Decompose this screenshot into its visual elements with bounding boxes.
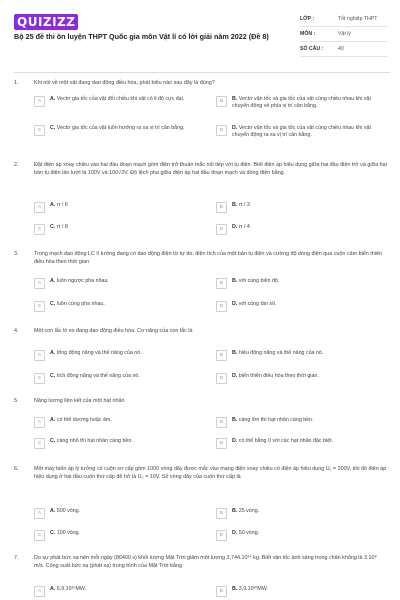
info-label: LỚP : — [300, 16, 315, 22]
option-key: B. — [232, 417, 238, 423]
option-c[interactable] — [34, 530, 206, 541]
option-key: A. — [50, 508, 56, 514]
option-text: Vectơ vận tốc và gia tốc của vật cùng chiều nhau khi vật chuyển động ra xa vị trí cân bằng. — [232, 125, 371, 139]
option-key: D. — [232, 530, 238, 536]
option-text: 100 vòng. — [56, 530, 81, 536]
option-letter: C — [34, 125, 45, 136]
option-d[interactable] — [216, 224, 388, 235]
option-letter: A — [34, 96, 45, 107]
option-b[interactable] — [216, 278, 388, 289]
option-key: C. — [50, 125, 56, 131]
info-row-subject — [300, 27, 388, 42]
option-d[interactable] — [216, 373, 388, 384]
question-number: 2. — [14, 162, 19, 168]
option-a[interactable] — [34, 278, 206, 289]
option-d[interactable] — [216, 125, 388, 139]
option-key: D. — [232, 438, 238, 444]
option-letter: C — [34, 438, 45, 449]
question-number: 5. — [14, 398, 19, 404]
option-c[interactable] — [34, 224, 206, 235]
option-letter: B — [216, 96, 227, 107]
option-key: A. — [50, 417, 56, 423]
document-title: Bộ 25 đề thi ôn luyện THPT Quốc gia môn Vật lí có lời giải năm 2022 (Đề 8) — [14, 32, 269, 41]
option-text: tích động năng và thế năng của nó. — [56, 373, 140, 379]
option-c[interactable] — [34, 373, 206, 384]
option-text: π / 4 — [238, 224, 250, 230]
info-value: Vật lý — [338, 31, 351, 37]
option-letter: D — [216, 301, 227, 312]
option-a[interactable] — [34, 586, 206, 597]
option-key: C. — [50, 438, 56, 444]
question-text: Đặt điện áp xoay chiều vào hai đầu đoạn mạch gồm điện trở thuần mắc nối tiếp với tụ điện. Biết điện áp hiệu dụng giữa hai đầu điện trở và giữa hai bản tụ điện lần lượt là 100V và 100√3V. Độ lệch pha giữa điện áp hai đầu đoạn mạch và dòng điện bằng — [34, 162, 387, 176]
option-text: 500 vòng. — [56, 508, 81, 514]
option-c[interactable] — [34, 301, 206, 312]
option-letter: A — [34, 586, 45, 597]
option-text: càng nhỏ thì hạt nhân càng bền. — [56, 438, 133, 444]
option-key: D. — [232, 373, 238, 379]
info-row-class — [300, 12, 388, 27]
option-text: 25 vòng. — [238, 508, 260, 514]
option-letter: A — [34, 202, 45, 213]
option-b[interactable] — [216, 96, 388, 110]
option-text: 50 vòng. — [238, 530, 260, 536]
option-a[interactable] — [34, 202, 206, 213]
option-letter: B — [216, 350, 227, 361]
option-letter: B — [216, 202, 227, 213]
option-text: tổng động năng và thế năng của nó. — [56, 350, 142, 356]
option-letter: C — [34, 301, 45, 312]
question-text: Trong mạch dao động LC lí tưởng đang có dao động điện từ tự do, điện tích của một bản tụ điện và cường độ dòng điện qua cuộn cảm biến thiên điều hòa theo thời gian — [34, 251, 382, 265]
option-key: D. — [232, 125, 238, 131]
option-letter: C — [34, 530, 45, 541]
option-key: A. — [50, 350, 56, 356]
option-letter: B — [216, 417, 227, 428]
info-row-count — [300, 42, 388, 57]
info-label: MÔN : — [300, 31, 316, 37]
option-key: C. — [50, 224, 56, 230]
option-letter: A — [34, 350, 45, 361]
option-text: π / 3 — [238, 202, 250, 208]
option-text: có thể dương hoặc âm. — [56, 417, 112, 423]
option-letter: A — [34, 508, 45, 519]
option-c[interactable] — [34, 438, 206, 449]
option-b[interactable] — [216, 350, 388, 361]
option-c[interactable] — [34, 125, 206, 136]
question-number: 4. — [14, 328, 19, 334]
option-letter: A — [34, 417, 45, 428]
option-b[interactable] — [216, 586, 388, 597]
option-letter: B — [216, 586, 227, 597]
info-table — [300, 12, 388, 57]
option-key: B. — [232, 586, 238, 592]
question-text: Một con lắc lò xo đang dao động điều hòa. Cơ năng của con lắc là — [34, 328, 193, 334]
option-key: D. — [232, 224, 238, 230]
option-key: B. — [232, 278, 238, 284]
header-divider — [14, 72, 390, 73]
question-number: 1. — [14, 80, 19, 86]
option-letter: D — [216, 530, 227, 541]
option-b[interactable] — [216, 508, 388, 519]
option-a[interactable] — [34, 350, 206, 361]
option-d[interactable] — [216, 438, 388, 449]
option-text: luôn cùng pha nhau. — [56, 301, 105, 307]
info-value: 40 — [338, 46, 344, 52]
option-b[interactable] — [216, 202, 388, 213]
question-text: Do sự phát bức xạ nên mỗi ngày (86400 s) khối lượng Mặt Trời giảm một lượng 3,744.10¹⁴ kg. Biết vận tốc ánh sáng trong chân không là 3.10⁸ m/s. Công suất bức xạ (phát xạ) trung bình của Mặt Trời bằng — [34, 555, 377, 569]
option-text: với cùng tần số. — [238, 301, 277, 307]
info-value: Tốt nghiệp THPT — [338, 16, 378, 22]
option-letter: D — [216, 373, 227, 384]
option-a[interactable] — [34, 508, 206, 519]
option-text: càng lớn thì hạt nhân càng bền. — [238, 417, 314, 423]
document-header — [0, 0, 400, 72]
option-text: Vectơ vận tốc và gia tốc của vật cùng chiều nhau khi vật chuyển động về phía vị trí cân bằng. — [232, 96, 371, 110]
option-letter: B — [216, 278, 227, 289]
option-letter: D — [216, 438, 227, 449]
option-text: với cùng biên độ. — [238, 278, 280, 284]
option-key: B. — [232, 508, 238, 514]
question-text: Khi nói về một vật đang dao động điều hòa, phát biểu nào sau đây là đúng? — [34, 80, 215, 86]
option-text: hiệu động năng và thế năng của nó. — [238, 350, 324, 356]
info-label: SỐ CÂU : — [300, 46, 324, 52]
option-text: Vectơ gia tốc của vật luôn hướng ra xa vị trí cân bằng. — [56, 125, 185, 131]
option-key: C. — [50, 301, 56, 307]
question-text: Năng lượng liên kết của một hạt nhân — [34, 398, 125, 404]
option-key: A. — [50, 586, 56, 592]
option-key: A. — [50, 278, 56, 284]
option-key: C. — [50, 373, 56, 379]
option-key: A. — [50, 96, 56, 102]
option-a[interactable] — [34, 96, 206, 107]
option-text: biến thiên điều hòa theo thời gian. — [238, 373, 319, 379]
question-number: 6. — [14, 466, 19, 472]
option-letter: B — [216, 508, 227, 519]
question-number: 3. — [14, 251, 19, 257]
option-d[interactable] — [216, 530, 388, 541]
question-number: 7. — [14, 555, 19, 561]
option-text: Vectơ gia tốc của vật đổi chiều khi vật có li độ cực đại. — [56, 96, 185, 102]
option-key: D. — [232, 301, 238, 307]
option-letter: D — [216, 224, 227, 235]
option-key: B. — [232, 202, 238, 208]
option-a[interactable] — [34, 417, 206, 428]
option-letter: D — [216, 125, 227, 136]
option-key: B. — [232, 96, 238, 102]
question-text: Một máy biến áp lý tưởng có cuộn sơ cấp gồm 1000 vòng dây được mắc vào mạng điện xoay chiều có điện áp hiệu dụng U₁ = 200V, khi đó điện áp hiệu dụng ở hai đầu cuộn thứ cấp để hở là U₂ = 10V. Số vòng dây của cuộn thứ cấp là — [34, 466, 387, 480]
option-text: có thể bằng 0 với các hạt nhân đặc biệt. — [238, 438, 333, 444]
quizizz-logo: QUIZIZZ — [14, 14, 78, 30]
option-key: C. — [50, 530, 56, 536]
option-letter: C — [34, 224, 45, 235]
option-d[interactable] — [216, 301, 388, 312]
option-b[interactable] — [216, 417, 388, 428]
option-text: 6,9.10¹⁵MW. — [56, 586, 87, 592]
option-text: π / 8 — [56, 224, 68, 230]
option-text: π / 6 — [56, 202, 68, 208]
option-text: 3,9.10²⁰MW. — [238, 586, 269, 592]
option-letter: C — [34, 373, 45, 384]
option-key: B. — [232, 350, 238, 356]
option-text: luôn ngược pha nhau. — [56, 278, 109, 284]
option-key: A. — [50, 202, 56, 208]
option-letter: A — [34, 278, 45, 289]
